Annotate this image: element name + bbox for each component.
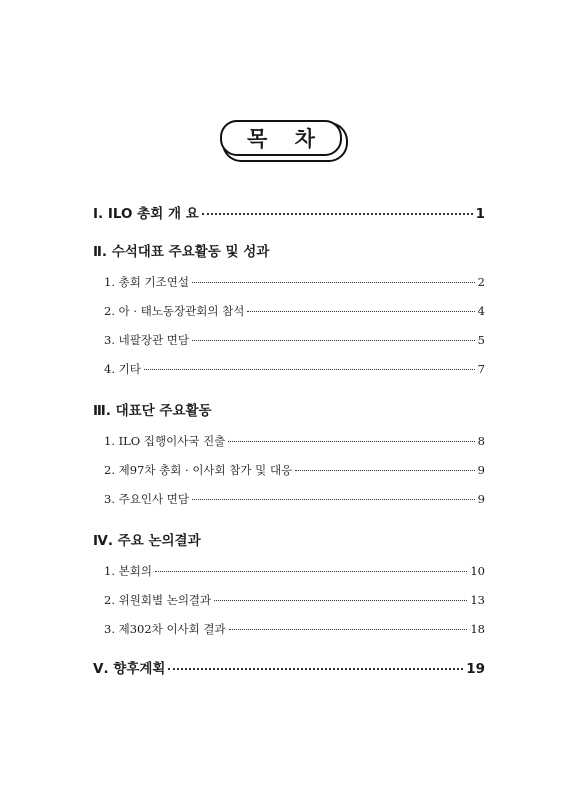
toc-page-number: 18 [470,622,485,636]
page-title: 목 차 [247,127,325,151]
dot-leader [202,213,473,215]
dot-leader [155,571,467,572]
toc-section-3 [93,399,485,419]
toc-label: Ⅰ. ILO 총회 개 요 [93,206,199,222]
toc-section-1 [93,202,485,222]
toc-label: Ⅲ. 대표단 주요활동 [93,403,212,419]
toc-item-4-2 [93,592,485,608]
toc-label: 2. 위원회별 논의결과 [104,593,212,607]
dot-leader [144,369,475,370]
toc-page-number: 9 [477,492,485,506]
toc-section-2 [93,240,485,260]
toc-label: 3. 주요인사 면담 [104,492,189,506]
toc-item-2-2 [93,303,485,319]
toc-label: 1. 본회의 [104,564,152,578]
toc-label: 2. 제97차 총회 · 이사회 참가 및 대응 [104,463,293,477]
toc-label: 1. 총회 기조연설 [104,275,189,289]
toc-item-2-1 [93,274,485,290]
toc-item-3-1 [93,433,485,449]
toc-page-number: 7 [477,362,485,376]
dot-leader [192,499,475,500]
dot-leader [247,311,474,312]
toc-page-number: 5 [477,333,485,347]
toc-section-5 [93,657,485,677]
toc-label: Ⅳ. 주요 논의결과 [93,533,201,549]
dot-leader [228,441,474,442]
toc-item-3-3 [93,491,485,507]
toc-page-number: 19 [466,661,485,677]
toc-label: 4. 기타 [104,362,141,376]
toc-page-number: 9 [477,463,485,477]
toc-label: 3. 네팔장관 면담 [104,333,189,347]
toc-page-number: 2 [477,275,485,289]
toc-page-number: 8 [477,434,485,448]
title-frame [220,120,344,158]
toc-label: Ⅱ. 수석대표 주요활동 및 성과 [93,244,270,260]
toc-label: 2. 아 · 태노동장관회의 참석 [104,304,245,318]
title-box [220,120,342,156]
dot-leader [295,470,475,471]
dot-leader [192,282,475,283]
toc-page-number: 13 [470,593,485,607]
toc-section-4 [93,529,485,549]
dot-leader [192,340,475,341]
toc-page-number: 1 [475,206,485,222]
toc-page-number: 4 [477,304,485,318]
dot-leader [229,629,468,630]
toc-item-4-3 [93,621,485,637]
dot-leader [214,600,467,601]
toc-page-number: 10 [470,564,485,578]
toc-label: 1. ILO 집행이사국 진출 [104,434,226,448]
dot-leader [168,668,463,670]
toc-item-2-3 [93,332,485,348]
toc-label: 3. 제302차 이사회 결과 [104,622,226,636]
toc-item-4-1 [93,563,485,579]
toc-item-2-4 [93,361,485,377]
toc-item-3-2 [93,462,485,478]
toc-label: Ⅴ. 향후계획 [93,661,166,677]
